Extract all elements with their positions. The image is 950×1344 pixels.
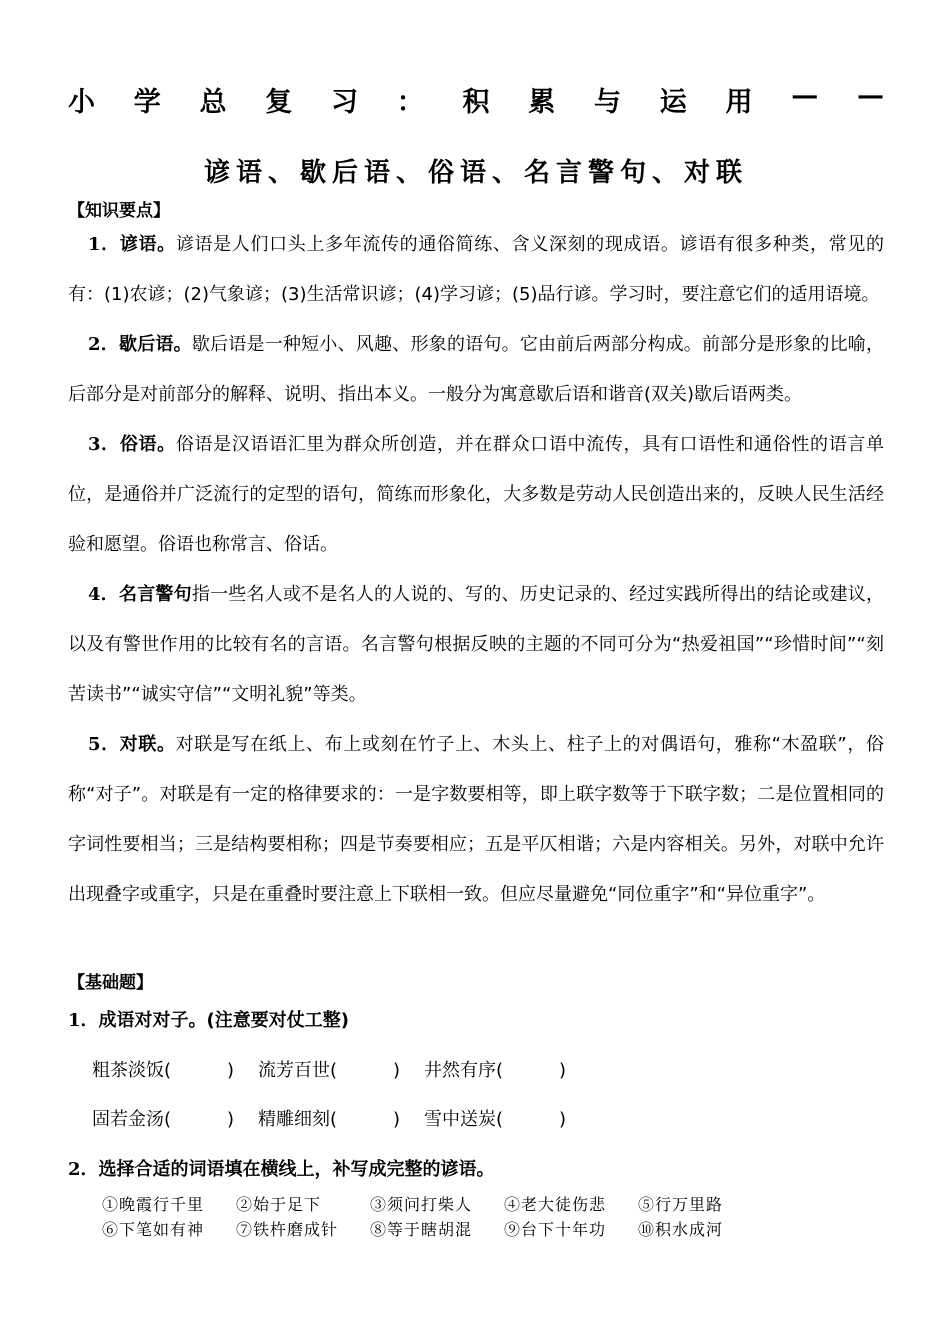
title-line-1 <box>68 80 884 119</box>
section-label-basics: 【基础题】 <box>68 973 153 993</box>
idiom-word: 粗茶淡饭( <box>92 1060 172 1081</box>
item-number: 4． <box>88 584 119 605</box>
idiom-close: ) <box>227 1060 235 1081</box>
title-char: 用 <box>725 87 753 118</box>
choice-item: ⑤行万里路 <box>638 1195 724 1214</box>
idiom-item <box>424 1056 590 1082</box>
question-text: 选择合适的词语填在横线上，补写成完整的谚语。 <box>98 1159 495 1180</box>
choice-row-2 <box>102 1217 772 1240</box>
title-char: 习 <box>331 87 358 118</box>
title-char: — <box>857 80 884 111</box>
idiom-item <box>424 1105 590 1131</box>
title-char: 与 <box>594 87 621 118</box>
idiom-word: 井然有序( <box>424 1060 504 1081</box>
idiom-row-2 <box>92 1105 590 1131</box>
title-char: 运 <box>659 87 687 118</box>
choice-item: ②始于足下 <box>236 1195 322 1214</box>
choice-item: ⑩积水成河 <box>638 1220 724 1239</box>
choice-item: ③须问打柴人 <box>370 1195 473 1214</box>
idiom-word: 精雕细刻( <box>258 1109 338 1130</box>
idiom-row-1 <box>92 1056 590 1082</box>
idiom-close: ) <box>393 1109 401 1130</box>
title-char: 学 <box>133 87 161 118</box>
item-number: 2． <box>88 334 119 355</box>
item-term: 名言警句 <box>118 584 192 605</box>
title-char: 积 <box>462 87 490 118</box>
choice-item: ⑧等于瞎胡混 <box>370 1220 473 1239</box>
choice-item: ⑥下笔如有神 <box>102 1220 205 1239</box>
question-2-title <box>68 1155 495 1181</box>
idiom-item <box>258 1056 424 1082</box>
idiom-close: ) <box>227 1109 235 1130</box>
item-term: 谚语。 <box>119 234 176 255</box>
idiom-close: ) <box>559 1060 567 1081</box>
section-label-knowledge: 【知识要点】 <box>68 201 170 221</box>
title-char: — <box>791 80 819 111</box>
choice-item: ④老大徒伤悲 <box>504 1195 607 1214</box>
idiom-word: 雪中送炭( <box>424 1109 504 1130</box>
knowledge-item-duilian <box>68 720 884 920</box>
item-text: 对联是写在纸上、布上或刻在竹子上、木头上、柱子上的对偶语句，雅称“木盈联”，俗称“对子”。对联是有一定的格律要求的：一是字数要相等，即上联字数等于下联字数；二是位置相同的字词性要相当；三是结构要相称；四是节奏要相应；五是平仄相谐；六是内容相关。另外，对联中允许出现叠字或重字，只是在重叠时要注意上下联相一致。但应尽量避免“同位重字”和“异位重字”。 <box>68 734 884 905</box>
title-char: 小 <box>68 87 95 118</box>
knowledge-item-xiehouyu <box>68 320 884 420</box>
question-number: 1． <box>68 1010 99 1031</box>
item-text: 谚语是人们口头上多年流传的通俗简练、含义深刻的现成语。谚语有很多种类，常见的有：(1)农谚；(2)气象谚；(3)生活常识谚；(4)学习谚；(5)品行谚。学习时，要注意它们的适用语境。 <box>68 234 885 305</box>
title-char: 总 <box>199 87 227 118</box>
title-line-2: 谚语、歇后语、俗语、名言警句、对联 <box>203 158 748 188</box>
knowledge-item-proverb <box>68 220 884 320</box>
item-term: 歇后语。 <box>118 334 192 355</box>
idiom-word: 固若金汤( <box>92 1109 172 1130</box>
item-text: 俗语是汉语语汇里为群众所创造，并在群众口语中流传，具有口语性和通俗性的语言单位，是通俗并广泛流行的定型的语句，简练而形象化，大多数是劳动人民创造出来的，反映人民生活经验和愿望。俗语也称常言、俗话。 <box>68 434 885 555</box>
item-number: 3． <box>88 434 120 455</box>
question-text: 成语对对子。(注意要对仗工整) <box>98 1010 349 1031</box>
idiom-close: ) <box>559 1109 567 1130</box>
idiom-close: ) <box>393 1060 401 1081</box>
question-number: 2． <box>68 1159 99 1180</box>
choice-row-1 <box>102 1192 772 1215</box>
knowledge-item-suyu <box>68 420 884 570</box>
item-text: 指一些名人或不是名人的人说的、写的、历史记录的、经过实践所得出的结论或建议，以及有警世作用的比较有名的言语。名言警句根据反映的主题的不同可分为“热爱祖国”“珍惜时间”“刻苦读书”“诚实守信”“文明礼貌”等类。 <box>68 584 885 705</box>
item-number: 5． <box>88 734 120 755</box>
idiom-word: 流芳百世( <box>258 1060 338 1081</box>
title-char: 累 <box>528 87 556 118</box>
choice-item: ⑨台下十年功 <box>504 1220 607 1239</box>
choice-item: ①晚霞行千里 <box>102 1195 205 1214</box>
idiom-item <box>258 1105 424 1131</box>
item-text: 歇后语是一种短小、风趣、形象的语句。它由前后两部分构成。前部分是形象的比喻，后部分是对前部分的解释、说明、指出本义。一般分为寓意歇后语和谐音(双关)歇后语两类。 <box>68 334 885 405</box>
title-char: 复 <box>265 87 293 118</box>
knowledge-item-mingyan <box>68 570 884 720</box>
choice-item: ⑦铁杵磨成针 <box>236 1220 339 1239</box>
item-term: 俗语。 <box>119 434 176 455</box>
item-term: 对联。 <box>119 734 176 755</box>
idiom-item <box>92 1056 258 1082</box>
item-number: 1． <box>88 234 120 255</box>
title-char: ： <box>396 87 424 118</box>
idiom-item <box>92 1105 258 1131</box>
question-1-title <box>68 1006 349 1032</box>
